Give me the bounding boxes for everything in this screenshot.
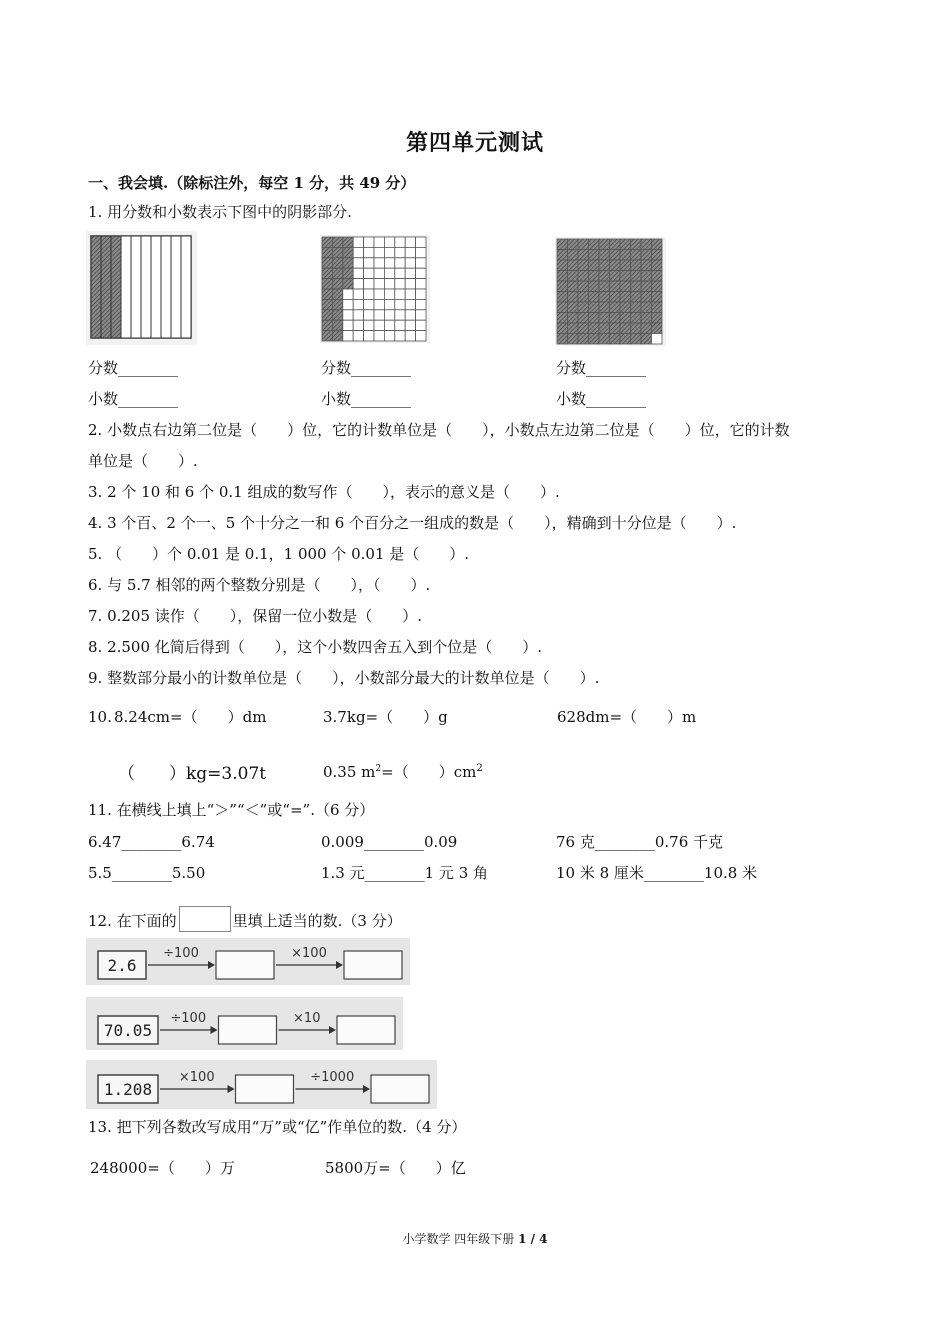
operator-label: ×100 [178, 1070, 215, 1085]
grid-cell [631, 239, 642, 250]
grid-cell [599, 281, 610, 292]
grid-cell [322, 289, 332, 299]
grid-cell [395, 331, 405, 341]
grid-cell [332, 258, 342, 268]
grid-cell [353, 289, 363, 299]
grid-cell [652, 239, 663, 250]
grid-cell [578, 239, 589, 250]
answer-box[interactable] [371, 1075, 429, 1103]
grid-cell [332, 299, 342, 309]
grid-cell [641, 250, 652, 261]
page-footer: 小学数学 四年级下册 1 / 4 [402, 1232, 548, 1246]
question-6: 6. 与 5.7 相邻的两个整数分别是（ ），（ ）. [88, 576, 431, 594]
grid-cell [641, 271, 652, 282]
grid-cell [610, 281, 621, 292]
figure-grid-b [555, 237, 666, 346]
grid-cell [589, 271, 600, 282]
grid-cell [332, 310, 342, 320]
question-1: 1. 用分数和小数表示下图中的阴影部分. [88, 203, 352, 221]
grid-cell [641, 239, 652, 250]
grid-cell [557, 334, 568, 345]
grid-cell [374, 279, 384, 289]
grid-cell [343, 331, 353, 341]
grid-cell [610, 250, 621, 261]
grid-cell [395, 237, 405, 247]
grid-cell [343, 268, 353, 278]
grid-cell [589, 292, 600, 303]
grid-cell [631, 250, 642, 261]
grid-cell [641, 313, 652, 324]
grid-cell [332, 268, 342, 278]
bar-column [171, 236, 181, 338]
grid-cell [343, 310, 353, 320]
grid-cell [557, 281, 568, 292]
grid-cell [620, 250, 631, 261]
compare-item[interactable]: 76 克________0.76 千克 [556, 833, 724, 851]
grid-cell [322, 247, 332, 257]
compare-item[interactable]: 0.009________0.09 [321, 833, 458, 851]
grid-cell [589, 281, 600, 292]
question-13-a: 248000=（ ）万 [90, 1159, 235, 1177]
grid-cell [353, 331, 363, 341]
grid-cell [631, 260, 642, 271]
grid-cell [364, 279, 374, 289]
decimal-answer-3[interactable]: 小数________ [556, 390, 647, 408]
section-heading: 一、我会填.（除标注外，每空 1 分，共 49 分） [88, 174, 416, 192]
grid-cell [416, 258, 426, 268]
grid-cell [589, 302, 600, 313]
figure-bars [86, 231, 197, 345]
grid-cell [652, 292, 663, 303]
grid-cell [568, 250, 579, 261]
grid-cell [353, 299, 363, 309]
grid-cell [610, 334, 621, 345]
grid-cell [374, 247, 384, 257]
grid-cell [610, 239, 621, 250]
grid-cell [620, 313, 631, 324]
grid-cell [578, 250, 589, 261]
grid-cell [599, 260, 610, 271]
page-title: 第四单元测试 [405, 130, 544, 156]
grid-cell [353, 310, 363, 320]
compare-item[interactable]: 10 米 8 厘米________10.8 米 [556, 864, 758, 882]
decimal-answer-1[interactable]: 小数________ [88, 390, 179, 408]
grid-cell [652, 250, 663, 261]
grid-cell [395, 310, 405, 320]
grid-cell [384, 289, 394, 299]
grid-cell [332, 289, 342, 299]
grid-cell [557, 292, 568, 303]
grid-cell [557, 239, 568, 250]
grid-cell [374, 237, 384, 247]
bar-column [101, 236, 111, 338]
operator-label: ÷1000 [310, 1070, 355, 1085]
grid-cell [416, 310, 426, 320]
grid-cell [353, 258, 363, 268]
answer-box[interactable] [344, 951, 402, 979]
grid-cell [374, 320, 384, 330]
grid-cell [405, 310, 415, 320]
grid-cell [322, 268, 332, 278]
grid-cell [384, 268, 394, 278]
grid-cell [384, 279, 394, 289]
fraction-answer-3[interactable]: 分数________ [556, 359, 647, 377]
grid-cell [364, 289, 374, 299]
grid-cell [364, 320, 374, 330]
grid-cell [364, 247, 374, 257]
grid-cell [322, 320, 332, 330]
grid-cell [416, 289, 426, 299]
grid-cell [384, 237, 394, 247]
grid-cell [416, 320, 426, 330]
bar-column [111, 236, 121, 338]
grid-cell [568, 271, 579, 282]
grid-cell [405, 299, 415, 309]
question-10-c: 628dm=（ ）m [557, 708, 697, 726]
grid-cell [589, 260, 600, 271]
grid-cell [652, 313, 663, 324]
grid-cell [405, 247, 415, 257]
question-2-line-1: 2. 小数点右边第二位是（ ）位，它的计数单位是（ ），小数点左边第二位是（ ）位，它的计数 [88, 421, 790, 439]
grid-cell [578, 281, 589, 292]
grid-cell [395, 299, 405, 309]
grid-cell [578, 313, 589, 324]
grid-cell [578, 271, 589, 282]
grid-cell [332, 331, 342, 341]
grid-cell [322, 331, 332, 341]
grid-cell [416, 331, 426, 341]
grid-cell [589, 239, 600, 250]
grid-cell [374, 299, 384, 309]
bar-column [181, 236, 191, 338]
grid-cell [610, 323, 621, 334]
grid-cell [589, 313, 600, 324]
answer-box[interactable] [219, 1016, 277, 1044]
grid-cell [599, 334, 610, 345]
question-13-b: 5800万=（ ）亿 [325, 1159, 466, 1177]
grid-cell [568, 260, 579, 271]
grid-cell [332, 279, 342, 289]
question-7: 7. 0.205 读作（ ），保留一位小数是（ ）. [88, 607, 423, 625]
start-value: 70.05 [103, 1021, 153, 1040]
arrow-head [211, 1026, 218, 1034]
chain-1 [86, 938, 410, 985]
grid-cell [384, 320, 394, 330]
grid-cell [405, 258, 415, 268]
question-13: 13. 把下列各数改写成用“万”或“亿”作单位的数.（4 分） [88, 1118, 467, 1136]
grid-cell [364, 331, 374, 341]
grid-cell [322, 237, 332, 247]
grid-cell [353, 279, 363, 289]
start-value: 2.6 [107, 956, 137, 975]
grid-cell [620, 323, 631, 334]
grid-cell [557, 271, 568, 282]
grid-cell [620, 292, 631, 303]
grid-cell [631, 292, 642, 303]
grid-cell [620, 334, 631, 345]
grid-cell [322, 258, 332, 268]
grid-cell [599, 250, 610, 261]
grid-cell [384, 247, 394, 257]
grid-cell [353, 247, 363, 257]
grid-cell [610, 260, 621, 271]
grid-cell [405, 237, 415, 247]
grid-cell [568, 313, 579, 324]
grid-cell [364, 268, 374, 278]
question-10-number: 10. [88, 708, 112, 726]
grid-cell [578, 302, 589, 313]
grid-cell [568, 239, 579, 250]
grid-cell [652, 302, 663, 313]
grid-cell [322, 279, 332, 289]
question-5: 5. （ ）个 0.01 是 0.1，1 000 个 0.01 是（ ）. [88, 545, 470, 563]
operator-label: ÷100 [170, 1011, 207, 1026]
grid-cell [332, 237, 342, 247]
question-10-b: 3.7kg=（ ）g [323, 708, 448, 726]
grid-cell [599, 292, 610, 303]
arrow-head [329, 1026, 336, 1034]
grid-cell [631, 302, 642, 313]
grid-cell [405, 289, 415, 299]
operator-label: ×100 [291, 946, 327, 961]
grid-cell [322, 310, 332, 320]
grid-cell [374, 289, 384, 299]
grid-cell [620, 281, 631, 292]
grid-cell [599, 302, 610, 313]
sample-box [179, 906, 231, 932]
grid-cell [641, 292, 652, 303]
grid-cell [374, 268, 384, 278]
grid-cell [374, 258, 384, 268]
grid-cell [343, 299, 353, 309]
grid-cell [631, 334, 642, 345]
grid-cell [557, 260, 568, 271]
bar-column [121, 236, 131, 338]
bar-column [141, 236, 151, 338]
grid-cell [343, 247, 353, 257]
grid-cell [568, 302, 579, 313]
question-3: 3. 2 个 10 和 6 个 0.1 组成的数写作（ ），表示的意义是（ ）. [88, 483, 560, 501]
grid-cell [322, 299, 332, 309]
grid-cell [353, 268, 363, 278]
grid-cell [641, 260, 652, 271]
chain-2 [86, 997, 403, 1050]
grid-cell [568, 292, 579, 303]
grid-cell [652, 260, 663, 271]
grid-cell [589, 323, 600, 334]
grid-cell [557, 250, 568, 261]
page-number: 1 / 4 [518, 1232, 548, 1246]
grid-cell [557, 302, 568, 313]
grid-cell [620, 302, 631, 313]
bar-column [161, 236, 171, 338]
compare-item[interactable]: 1.3 元________1 元 3 角 [321, 864, 489, 882]
grid-cell [641, 281, 652, 292]
grid-cell [353, 237, 363, 247]
grid-cell [599, 323, 610, 334]
grid-cell [416, 279, 426, 289]
grid-cell [343, 279, 353, 289]
answer-box[interactable] [216, 951, 274, 979]
grid-cell [610, 302, 621, 313]
operator-label: ÷100 [163, 946, 199, 961]
compare-item[interactable]: 6.47________6.74 [88, 833, 215, 851]
grid-cell [353, 320, 363, 330]
answer-box[interactable] [236, 1075, 294, 1103]
grid-cell [332, 320, 342, 330]
grid-cell [343, 258, 353, 268]
arrow-head [363, 1085, 370, 1093]
grid-cell [416, 268, 426, 278]
grid-cell [416, 299, 426, 309]
grid-cell [332, 247, 342, 257]
grid-cell [384, 331, 394, 341]
grid-cell [395, 320, 405, 330]
grid-cell [568, 323, 579, 334]
grid-cell [652, 271, 663, 282]
grid-cell [589, 334, 600, 345]
grid-cell [395, 258, 405, 268]
bar-column [131, 236, 141, 338]
grid-cell [652, 334, 663, 345]
fraction-answer-2[interactable]: 分数________ [321, 359, 412, 377]
arrow-head [208, 961, 215, 969]
question-4: 4. 3 个百、2 个一、5 个十分之一和 6 个百分之一组成的数是（ ），精确到十分位是（ ）. [88, 514, 737, 532]
grid-cell [364, 258, 374, 268]
question-9: 9. 整数部分最小的计数单位是（ ），小数部分最大的计数单位是（ ）. [88, 669, 600, 687]
answer-box[interactable] [337, 1016, 395, 1044]
question-2-line-2: 单位是（ ）. [88, 452, 198, 470]
grid-cell [568, 281, 579, 292]
grid-cell [557, 323, 568, 334]
grid-cell [405, 279, 415, 289]
arrow-head [336, 961, 343, 969]
grid-cell [395, 268, 405, 278]
grid-cell [364, 237, 374, 247]
grid-cell [405, 320, 415, 330]
bar-column [151, 236, 161, 338]
grid-cell [631, 313, 642, 324]
grid-cell [599, 239, 610, 250]
grid-cell [557, 313, 568, 324]
grid-cell [384, 299, 394, 309]
grid-cell [343, 289, 353, 299]
grid-cell [641, 334, 652, 345]
grid-cell [578, 260, 589, 271]
grid-cell [599, 313, 610, 324]
compare-item[interactable]: 5.5________5.50 [88, 864, 206, 882]
decimal-answer-2[interactable]: 小数________ [321, 390, 412, 408]
grid-cell [364, 299, 374, 309]
question-11: 11. 在横线上填上“＞”“＜”或“=”.（6 分） [88, 801, 375, 819]
grid-cell [384, 258, 394, 268]
chain-3 [86, 1060, 437, 1109]
question-12: 12. 在下面的 里填上适当的数.（3 分） [88, 906, 402, 932]
grid-cell [343, 237, 353, 247]
fraction-answer-1[interactable]: 分数________ [88, 359, 179, 377]
operator-label: ×10 [293, 1011, 321, 1026]
grid-cell [631, 271, 642, 282]
start-value: 1.208 [103, 1080, 153, 1099]
grid-cell [578, 323, 589, 334]
grid-cell [568, 334, 579, 345]
grid-cell [416, 247, 426, 257]
grid-cell [405, 331, 415, 341]
grid-cell [374, 331, 384, 341]
arrow-head [228, 1085, 235, 1093]
grid-cell [364, 310, 374, 320]
grid-cell [384, 310, 394, 320]
grid-cell [652, 281, 663, 292]
grid-cell [620, 239, 631, 250]
grid-cell [620, 260, 631, 271]
grid-cell [641, 323, 652, 334]
grid-cell [395, 247, 405, 257]
grid-cell [610, 271, 621, 282]
grid-cell [641, 302, 652, 313]
grid-cell [599, 271, 610, 282]
question-10-e: 0.35 $m^2=$（ ）$cm^2$ [323, 763, 483, 781]
grid-cell [589, 250, 600, 261]
question-10-a: 8.24cm=（ ）dm [114, 708, 267, 726]
bar-column [91, 236, 101, 338]
question-10-d: （ ）kg=3.07t [118, 764, 267, 784]
question-8: 8. 2.500 化简后得到（ ），这个小数四舍五入到个位是（ ）. [88, 638, 543, 656]
grid-cell [374, 310, 384, 320]
grid-cell [620, 271, 631, 282]
figure-grid-a [320, 235, 430, 343]
grid-cell [610, 313, 621, 324]
grid-cell [578, 334, 589, 345]
grid-cell [631, 281, 642, 292]
grid-cell [610, 292, 621, 303]
grid-cell [405, 268, 415, 278]
grid-cell [343, 320, 353, 330]
grid-cell [395, 289, 405, 299]
grid-cell [416, 237, 426, 247]
grid-cell [395, 279, 405, 289]
grid-cell [578, 292, 589, 303]
grid-cell [652, 323, 663, 334]
grid-cell [631, 323, 642, 334]
